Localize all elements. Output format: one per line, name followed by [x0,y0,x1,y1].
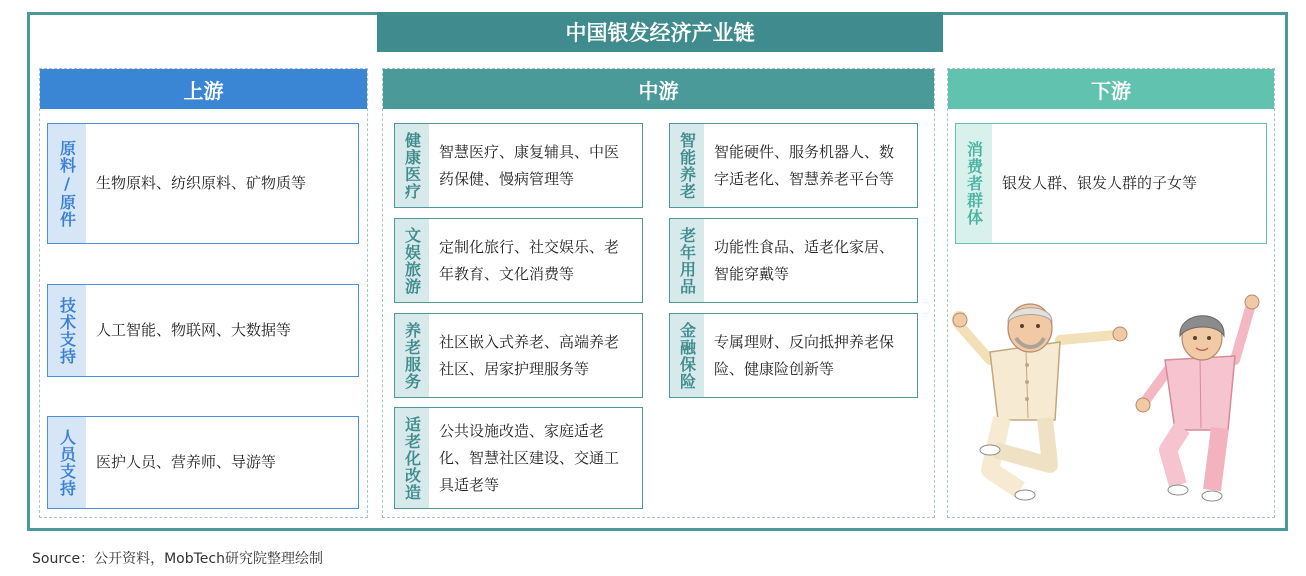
downstream-card-consumers [955,123,1267,244]
card-text: 银发人群、银发人群的子女等 [1002,174,1198,192]
card-label: 技术支持 [48,285,86,376]
card-label: 文娱旅游 [395,219,429,302]
midstream-card-entertainment [394,218,643,303]
card-text: 智慧医疗、康复辅具、中医药保健、慢病管理等 [439,142,620,188]
card-label: 健康医疗 [395,124,429,207]
grandpa-figure [953,304,1127,500]
midstream-card-elderly-products [669,218,918,303]
source-note: Source：公开资料，MobTech研究院整理绘制 [32,551,323,567]
card-text: 人工智能、物联网、大数据等 [96,321,292,339]
card-text: 生物原料、纺织原料、矿物质等 [96,174,307,192]
card-label: 原料/原件 [48,124,86,243]
downstream-header: 下游 [948,69,1274,109]
grandma-figure [1136,295,1259,501]
midstream-card-smart-care [669,123,918,208]
card-text: 功能性食品、适老化家居、智能穿戴等 [714,237,895,283]
card-text: 公共设施改造、家庭适老化、智慧社区建设、交通工具适老等 [439,421,620,494]
card-text: 医护人员、营养师、导游等 [96,453,277,471]
midstream-card-finance [669,313,918,398]
card-label: 消费者群体 [956,124,992,243]
card-label: 适老化改造 [395,408,429,508]
card-label: 老年用品 [670,219,704,302]
card-text: 智能硬件、服务机器人、数字适老化、智慧养老平台等 [714,142,895,188]
card-text: 专属理财、反向抵押养老保险、健康险创新等 [714,332,895,378]
card-label: 智能养老 [670,124,704,207]
card-label: 养老服务 [395,314,429,397]
card-label: 金融保险 [670,314,704,397]
midstream-card-elderly-care [394,313,643,398]
card-text: 定制化旅行、社交娱乐、老年教育、文化消费等 [439,237,620,283]
upstream-header: 上游 [40,69,367,109]
upstream-card-materials [47,123,359,244]
midstream-header: 中游 [383,69,934,109]
card-label: 人员支持 [48,417,86,508]
midstream-card-healthcare [394,123,643,208]
upstream-card-personnel [47,416,359,509]
diagram-title: 中国银发经济产业链 [377,12,943,52]
card-text: 社区嵌入式养老、高端养老社区、居家护理服务等 [439,332,620,378]
elderly-couple-illustration [950,290,1270,510]
upstream-card-technology [47,284,359,377]
midstream-card-renovation [394,407,643,509]
